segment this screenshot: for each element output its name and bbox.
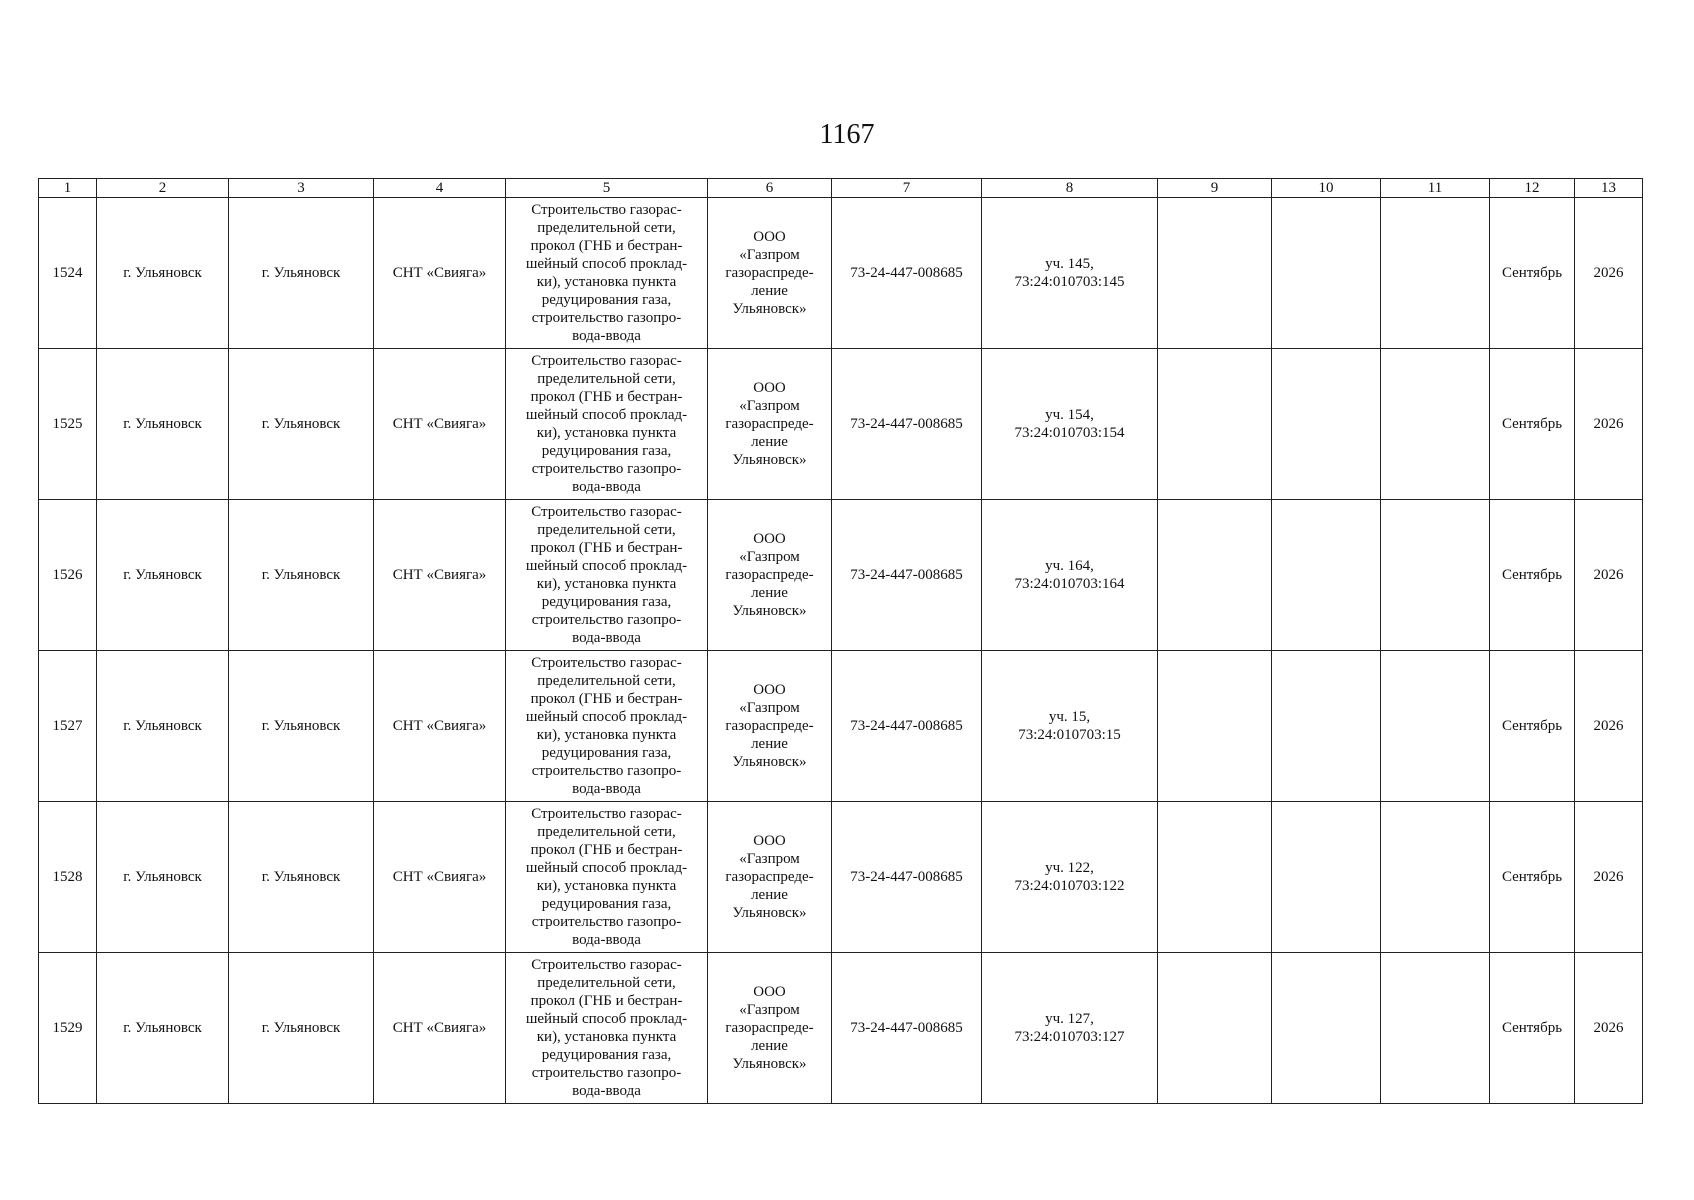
work-description-cell-line: строительство газопро- bbox=[531, 310, 682, 326]
organization-cell bbox=[708, 500, 832, 651]
plot-cell-line: уч. 15, bbox=[1048, 709, 1091, 725]
plot-cell bbox=[982, 198, 1158, 349]
column-10-cell bbox=[1272, 500, 1381, 651]
organization-cell-line: ООО bbox=[753, 531, 786, 547]
plot-cell-line: уч. 122, bbox=[1045, 860, 1094, 876]
organization-cell-line: ООО bbox=[753, 833, 786, 849]
work-description-cell-line: ки), установка пункта bbox=[536, 425, 677, 441]
schedule-table bbox=[38, 178, 1643, 1104]
work-description-cell-line: строительство газопро- bbox=[531, 612, 682, 628]
row-number: 1526 bbox=[39, 500, 97, 651]
column-10-cell bbox=[1272, 953, 1381, 1104]
work-description-cell-line: шейный способ проклад- bbox=[525, 407, 688, 423]
month-cell: Сентябрь bbox=[1490, 349, 1575, 500]
organization-cell bbox=[708, 349, 832, 500]
column-9-cell bbox=[1158, 802, 1272, 953]
work-description-cell bbox=[506, 953, 708, 1104]
work-description-cell-line: вода-ввода bbox=[572, 328, 641, 344]
column-header-11: 11 bbox=[1381, 179, 1490, 198]
header-row bbox=[39, 179, 1643, 198]
organization-cell-line: ление bbox=[751, 585, 788, 601]
work-description-cell-line: прокол (ГНБ и бестран- bbox=[530, 540, 683, 556]
organization-cell-line: Ульяновск» bbox=[732, 754, 807, 770]
column-header-13: 13 bbox=[1575, 179, 1643, 198]
year-cell: 2026 bbox=[1575, 349, 1643, 500]
work-description-cell-line: шейный способ проклад- bbox=[525, 1011, 688, 1027]
work-description-cell-line: вода-ввода bbox=[572, 479, 641, 495]
municipality-cell: г. Ульяновск bbox=[97, 651, 229, 802]
work-description-cell-line: редуцирования газа, bbox=[541, 594, 672, 610]
work-description-cell-line: строительство газопро- bbox=[531, 461, 682, 477]
work-description-cell-line: пределительной сети, bbox=[537, 824, 676, 840]
organization-cell-line: ление bbox=[751, 887, 788, 903]
work-description-cell-line: вода-ввода bbox=[572, 781, 641, 797]
organization-cell-line: Ульяновск» bbox=[732, 301, 807, 317]
work-description-cell-line: редуцирования газа, bbox=[541, 896, 672, 912]
month-cell: Сентябрь bbox=[1490, 953, 1575, 1104]
column-header-2: 2 bbox=[97, 179, 229, 198]
row-number: 1527 bbox=[39, 651, 97, 802]
organization-cell-line: газораспреде- bbox=[725, 265, 814, 281]
object-cell: СНТ «Свияга» bbox=[374, 953, 506, 1104]
work-description-cell bbox=[506, 802, 708, 953]
organization-cell-line: Ульяновск» bbox=[732, 1056, 807, 1072]
work-description-cell-line: ки), установка пункта bbox=[536, 878, 677, 894]
organization-cell bbox=[708, 802, 832, 953]
work-description-cell-line: редуцирования газа, bbox=[541, 1047, 672, 1063]
work-description-cell-line: Строительство газорас- bbox=[531, 806, 682, 822]
work-description-cell bbox=[506, 198, 708, 349]
year-cell: 2026 bbox=[1575, 198, 1643, 349]
work-description-cell-line: шейный способ проклад- bbox=[525, 558, 688, 574]
organization-cell-line: ление bbox=[751, 736, 788, 752]
work-description-cell-line: пределительной сети, bbox=[537, 673, 676, 689]
month-cell: Сентябрь bbox=[1490, 198, 1575, 349]
work-description-cell-line: прокол (ГНБ и бестран- bbox=[530, 993, 683, 1009]
column-header-9: 9 bbox=[1158, 179, 1272, 198]
column-11-cell bbox=[1381, 198, 1490, 349]
column-header-10: 10 bbox=[1272, 179, 1381, 198]
work-description-cell-line: ки), установка пункта bbox=[536, 274, 677, 290]
column-header-1: 1 bbox=[39, 179, 97, 198]
settlement-cell: г. Ульяновск bbox=[229, 500, 374, 651]
work-description-cell-line: прокол (ГНБ и бестран- bbox=[530, 842, 683, 858]
settlement-cell: г. Ульяновск bbox=[229, 802, 374, 953]
work-description-cell-line: строительство газопро- bbox=[531, 763, 682, 779]
work-description-cell bbox=[506, 500, 708, 651]
plot-cell-line: уч. 164, bbox=[1045, 558, 1094, 574]
column-9-cell bbox=[1158, 198, 1272, 349]
work-description-cell-line: шейный способ проклад- bbox=[525, 860, 688, 876]
organization-cell-line: Ульяновск» bbox=[732, 452, 807, 468]
column-10-cell bbox=[1272, 349, 1381, 500]
row-number: 1529 bbox=[39, 953, 97, 1104]
month-cell: Сентябрь bbox=[1490, 651, 1575, 802]
plot-cell-line: 73:24:010703:145 bbox=[1014, 274, 1125, 290]
work-description-cell-line: ки), установка пункта bbox=[536, 576, 677, 592]
municipality-cell: г. Ульяновск bbox=[97, 802, 229, 953]
table-row bbox=[39, 198, 1643, 349]
column-11-cell bbox=[1381, 349, 1490, 500]
table-row bbox=[39, 651, 1643, 802]
plot-cell bbox=[982, 953, 1158, 1104]
work-description-cell-line: редуцирования газа, bbox=[541, 443, 672, 459]
organization-cell-line: Ульяновск» bbox=[732, 905, 807, 921]
work-description-cell-line: Строительство газорас- bbox=[531, 504, 682, 520]
table-body bbox=[39, 198, 1643, 1104]
column-header-7: 7 bbox=[832, 179, 982, 198]
object-cell: СНТ «Свияга» bbox=[374, 500, 506, 651]
work-description-cell-line: прокол (ГНБ и бестран- bbox=[530, 691, 683, 707]
organization-cell bbox=[708, 198, 832, 349]
organization-cell-line: газораспреде- bbox=[725, 1020, 814, 1036]
work-description-cell-line: вода-ввода bbox=[572, 932, 641, 948]
organization-cell-line: «Газпром bbox=[739, 851, 800, 867]
settlement-cell: г. Ульяновск bbox=[229, 651, 374, 802]
work-description-cell-line: вода-ввода bbox=[572, 630, 641, 646]
organization-cell-line: Ульяновск» bbox=[732, 603, 807, 619]
column-11-cell bbox=[1381, 651, 1490, 802]
column-9-cell bbox=[1158, 651, 1272, 802]
column-9-cell bbox=[1158, 953, 1272, 1104]
page-number: 1167 bbox=[819, 119, 875, 150]
column-header-8: 8 bbox=[982, 179, 1158, 198]
organization-cell-line: ление bbox=[751, 283, 788, 299]
object-cell: СНТ «Свияга» bbox=[374, 651, 506, 802]
municipality-cell: г. Ульяновск bbox=[97, 953, 229, 1104]
row-number: 1528 bbox=[39, 802, 97, 953]
plot-cell-line: 73:24:010703:15 bbox=[1018, 727, 1121, 743]
municipality-cell: г. Ульяновск bbox=[97, 198, 229, 349]
plot-cell bbox=[982, 500, 1158, 651]
table-row bbox=[39, 802, 1643, 953]
territory-code-cell: 73-24-447-008685 bbox=[832, 500, 982, 651]
organization-cell-line: газораспреде- bbox=[725, 416, 814, 432]
month-cell: Сентябрь bbox=[1490, 802, 1575, 953]
plot-cell-line: 73:24:010703:154 bbox=[1014, 425, 1125, 441]
organization-cell-line: ООО bbox=[753, 984, 786, 1000]
organization-cell-line: «Газпром bbox=[739, 700, 800, 716]
year-cell: 2026 bbox=[1575, 953, 1643, 1104]
row-number: 1525 bbox=[39, 349, 97, 500]
organization-cell-line: ООО bbox=[753, 380, 786, 396]
column-11-cell bbox=[1381, 802, 1490, 953]
plot-cell-line: уч. 154, bbox=[1045, 407, 1094, 423]
work-description-cell-line: пределительной сети, bbox=[537, 975, 676, 991]
territory-code-cell: 73-24-447-008685 bbox=[832, 198, 982, 349]
organization-cell-line: газораспреде- bbox=[725, 718, 814, 734]
work-description-cell-line: ки), установка пункта bbox=[536, 727, 677, 743]
work-description-cell-line: пределительной сети, bbox=[537, 220, 676, 236]
organization-cell-line: «Газпром bbox=[739, 1002, 800, 1018]
column-header-5: 5 bbox=[506, 179, 708, 198]
table-row bbox=[39, 953, 1643, 1104]
organization-cell-line: ление bbox=[751, 434, 788, 450]
year-cell: 2026 bbox=[1575, 651, 1643, 802]
year-cell: 2026 bbox=[1575, 500, 1643, 651]
table-row bbox=[39, 349, 1643, 500]
territory-code-cell: 73-24-447-008685 bbox=[832, 953, 982, 1104]
territory-code-cell: 73-24-447-008685 bbox=[832, 349, 982, 500]
work-description-cell-line: пределительной сети, bbox=[537, 522, 676, 538]
work-description-cell-line: вода-ввода bbox=[572, 1083, 641, 1099]
organization-cell bbox=[708, 953, 832, 1104]
organization-cell bbox=[708, 651, 832, 802]
column-11-cell bbox=[1381, 500, 1490, 651]
plot-cell-line: 73:24:010703:164 bbox=[1014, 576, 1125, 592]
work-description-cell-line: редуцирования газа, bbox=[541, 745, 672, 761]
work-description-cell-line: прокол (ГНБ и бестран- bbox=[530, 238, 683, 254]
plot-cell bbox=[982, 651, 1158, 802]
month-cell: Сентябрь bbox=[1490, 500, 1575, 651]
organization-cell-line: газораспреде- bbox=[725, 567, 814, 583]
organization-cell-line: ООО bbox=[753, 682, 786, 698]
work-description-cell-line: ки), установка пункта bbox=[536, 1029, 677, 1045]
settlement-cell: г. Ульяновск bbox=[229, 349, 374, 500]
organization-cell-line: «Газпром bbox=[739, 247, 800, 263]
column-9-cell bbox=[1158, 349, 1272, 500]
municipality-cell: г. Ульяновск bbox=[97, 349, 229, 500]
plot-cell bbox=[982, 802, 1158, 953]
column-10-cell bbox=[1272, 198, 1381, 349]
organization-cell-line: «Газпром bbox=[739, 398, 800, 414]
organization-cell-line: газораспреде- bbox=[725, 869, 814, 885]
organization-cell-line: ление bbox=[751, 1038, 788, 1054]
table-row bbox=[39, 500, 1643, 651]
work-description-cell-line: пределительной сети, bbox=[537, 371, 676, 387]
column-header-6: 6 bbox=[708, 179, 832, 198]
column-11-cell bbox=[1381, 953, 1490, 1104]
territory-code-cell: 73-24-447-008685 bbox=[832, 651, 982, 802]
municipality-cell: г. Ульяновск bbox=[97, 500, 229, 651]
object-cell: СНТ «Свияга» bbox=[374, 802, 506, 953]
object-cell: СНТ «Свияга» bbox=[374, 198, 506, 349]
work-description-cell-line: Строительство газорас- bbox=[531, 353, 682, 369]
territory-code-cell: 73-24-447-008685 bbox=[832, 802, 982, 953]
organization-cell-line: «Газпром bbox=[739, 549, 800, 565]
column-header-3: 3 bbox=[229, 179, 374, 198]
work-description-cell bbox=[506, 651, 708, 802]
work-description-cell-line: строительство газопро- bbox=[531, 1065, 682, 1081]
plot-cell-line: уч. 145, bbox=[1045, 256, 1094, 272]
work-description-cell-line: Строительство газорас- bbox=[531, 957, 682, 973]
column-10-cell bbox=[1272, 651, 1381, 802]
work-description-cell bbox=[506, 349, 708, 500]
plot-cell bbox=[982, 349, 1158, 500]
column-10-cell bbox=[1272, 802, 1381, 953]
year-cell: 2026 bbox=[1575, 802, 1643, 953]
column-header-12: 12 bbox=[1490, 179, 1575, 198]
settlement-cell: г. Ульяновск bbox=[229, 953, 374, 1104]
object-cell: СНТ «Свияга» bbox=[374, 349, 506, 500]
organization-cell-line: ООО bbox=[753, 229, 786, 245]
work-description-cell-line: Строительство газорас- bbox=[531, 202, 682, 218]
plot-cell-line: 73:24:010703:122 bbox=[1014, 878, 1125, 894]
plot-cell-line: 73:24:010703:127 bbox=[1014, 1029, 1125, 1045]
settlement-cell: г. Ульяновск bbox=[229, 198, 374, 349]
work-description-cell-line: прокол (ГНБ и бестран- bbox=[530, 389, 683, 405]
work-description-cell-line: строительство газопро- bbox=[531, 914, 682, 930]
work-description-cell-line: шейный способ проклад- bbox=[525, 256, 688, 272]
work-description-cell-line: шейный способ проклад- bbox=[525, 709, 688, 725]
work-description-cell-line: редуцирования газа, bbox=[541, 292, 672, 308]
plot-cell-line: уч. 127, bbox=[1045, 1011, 1094, 1027]
column-header-4: 4 bbox=[374, 179, 506, 198]
column-9-cell bbox=[1158, 500, 1272, 651]
row-number: 1524 bbox=[39, 198, 97, 349]
work-description-cell-line: Строительство газорас- bbox=[531, 655, 682, 671]
